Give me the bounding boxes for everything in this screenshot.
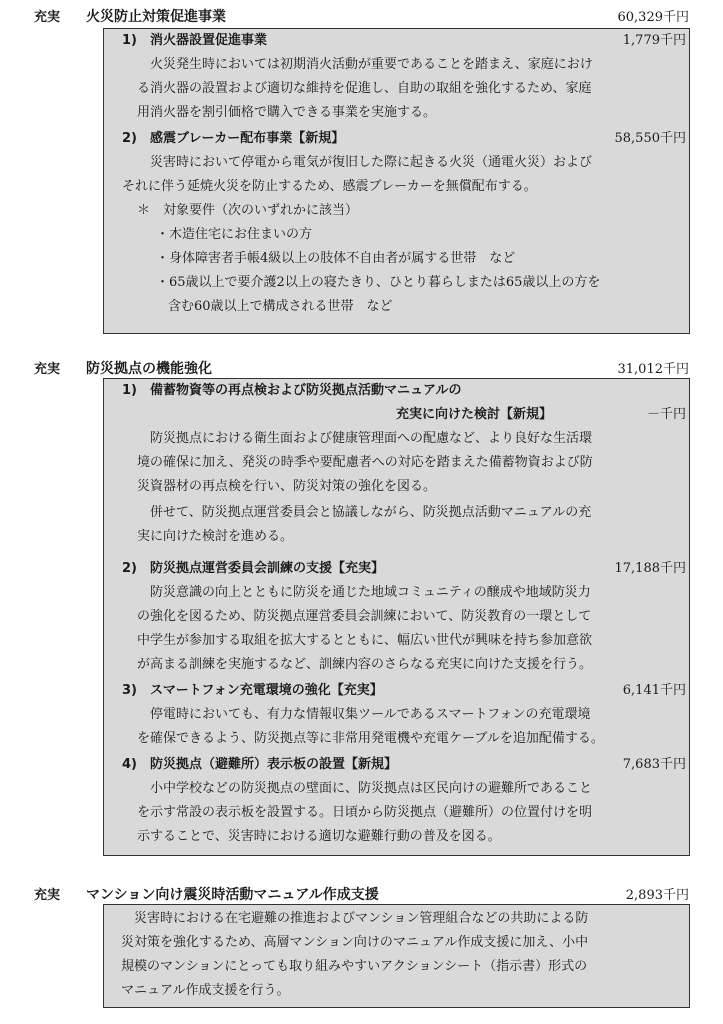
item-number: 4) [122, 757, 137, 772]
body-text: それに伴う延焼火災を防止するため、感震ブレーカーを無償配布する。 [122, 179, 537, 194]
body-text: 実に向けた検討を進める。 [137, 529, 294, 544]
body-text: 中学生が参加する取組を拡大するとともに、幅広い世代が興味を持ち参加意欲 [137, 633, 593, 648]
section-amount: 2,893千円 [625, 888, 689, 903]
section-detail-box [103, 28, 690, 334]
item-number: 1) [122, 33, 137, 48]
item-amount: 58,550千円 [614, 131, 686, 146]
section-condo-manual [0, 884, 723, 998]
item-header [104, 557, 689, 581]
section-title: マンション向け震災時活動マニュアル作成支援 [86, 887, 379, 903]
item-amount: 6,141千円 [622, 683, 686, 698]
body-text: 災害時における在宅避難の推進およびマンション管理組合などの共助による防 [134, 911, 589, 926]
item-title: 防災拠点（避難所）表示板の設置【新規】 [150, 757, 398, 772]
item-amount: －千円 [646, 407, 686, 422]
section-header [0, 358, 723, 378]
body-text: 示することで、災害時における適切な避難行動の普及を図る。 [137, 829, 501, 844]
section-fire-prevention [0, 6, 723, 314]
body-text: 災対策を強化するため、高層マンション向けのマニュアル作成支援に加え、小中 [121, 935, 589, 950]
body-text: 災害時において停電から電気が復旧した際に起きる火災（通電火災）および [150, 155, 593, 170]
body-text: 用消火器を割引価格で購入できる事業を実施する。 [137, 105, 437, 120]
section-amount: 31,012千円 [617, 362, 689, 377]
status-tag: 充実 [34, 10, 61, 25]
item-number: 3) [122, 683, 137, 698]
status-tag: 充実 [34, 362, 61, 377]
item-number: 1) [122, 383, 137, 398]
body-text: 停電時においても、有力な情報収集ツールであるスマートフォンの充電環境 [150, 707, 591, 722]
item-title: スマートフォン充電環境の強化【充実】 [150, 683, 383, 698]
bullet-item-continued: 含む60歳以上で構成される世帯 など [168, 299, 393, 314]
body-text: 防災拠点における衛生面および健康管理面への配慮など、より良好な生活環 [150, 431, 593, 446]
item-title: 備蓄物資等の再点検および防災拠点活動マニュアルの [150, 383, 462, 398]
section-detail-box [103, 904, 690, 1008]
body-text: が高まる訓練を実施するなど、訓練内容のさらなる充実に向けた支援を行う。 [137, 657, 593, 672]
body-text: 災資器材の再点検を行い、防災対策の強化を図る。 [137, 479, 437, 494]
body-text: 併せて、防災拠点運営委員会と協議しながら、防災拠点活動マニュアルの充 [150, 505, 592, 520]
item-amount: 1,779千円 [622, 33, 686, 48]
section-detail-box [103, 378, 690, 856]
item-header [104, 379, 689, 403]
section-title: 防災拠点の機能強化 [86, 361, 212, 377]
status-tag: 充実 [34, 888, 61, 903]
item-header [104, 127, 689, 151]
item-header [104, 753, 689, 777]
section-title: 火災防止対策促進事業 [86, 9, 226, 25]
item-title: 消火器設置促進事業 [150, 33, 268, 48]
section-header [0, 884, 723, 904]
item-header [104, 679, 689, 703]
body-text: 境の確保に加え、発災の時季や要配慮者への対応を踏まえた備蓄物資および防 [137, 455, 593, 470]
item-header-continued [104, 403, 689, 427]
bullet-item: ・木造住宅にお住まいの方 [156, 227, 313, 242]
body-text: を示す常設の表示板を設置する。日頃から防災拠点（避難所）の位置付けを明 [137, 805, 593, 820]
body-text: を確保できるよう、防災拠点等に非常用発電機や充電ケーブルを追加配備する。 [137, 731, 604, 746]
item-amount: 7,683千円 [622, 757, 686, 772]
body-text: の強化を図るため、防災拠点運営委員会訓練において、防災教育の一環として [137, 609, 592, 624]
bullet-item: ・65歳以上で要介護2以上の寝たきり、ひとり暮らしまたは65歳以上の方を [156, 275, 601, 290]
requirement-heading: ＊ 対象要件（次のいずれかに該当） [137, 203, 359, 218]
body-text: 火災発生時においては初期消火活動が重要であることを踏まえ、家庭におけ [150, 57, 593, 72]
bullet-item: ・身体障害者手帳4級以上の肢体不自由者が属する世帯 など [156, 251, 516, 266]
item-title: 感震ブレーカー配布事業【新規】 [150, 131, 345, 146]
item-title: 防災拠点運営委員会訓練の支援【充実】 [150, 561, 385, 576]
item-number: 2) [122, 561, 137, 576]
body-text: 規模のマンションにとっても取り組みやすいアクションシート（指示書）形式の [121, 959, 588, 974]
body-text: 小中学校などの防災拠点の壁面に、防災拠点は区民向けの避難所であること [150, 781, 593, 796]
section-amount: 60,329千円 [617, 10, 689, 25]
body-text: マニュアル作成支援を行う。 [121, 983, 290, 998]
item-header [104, 29, 689, 53]
body-text: 防災意識の向上とともに防災を通じた地域コミュニティの醸成や地域防災力 [150, 585, 591, 600]
item-number: 2) [122, 131, 137, 146]
section-header [0, 6, 723, 26]
section-disaster-base [0, 358, 723, 844]
body-text: る消火器の設置および適切な維持を促進し、自助の取組を強化するため、家庭 [137, 81, 592, 96]
item-title-continued: 充実に向けた検討【新規】 [396, 407, 553, 422]
item-amount: 17,188千円 [614, 561, 686, 576]
